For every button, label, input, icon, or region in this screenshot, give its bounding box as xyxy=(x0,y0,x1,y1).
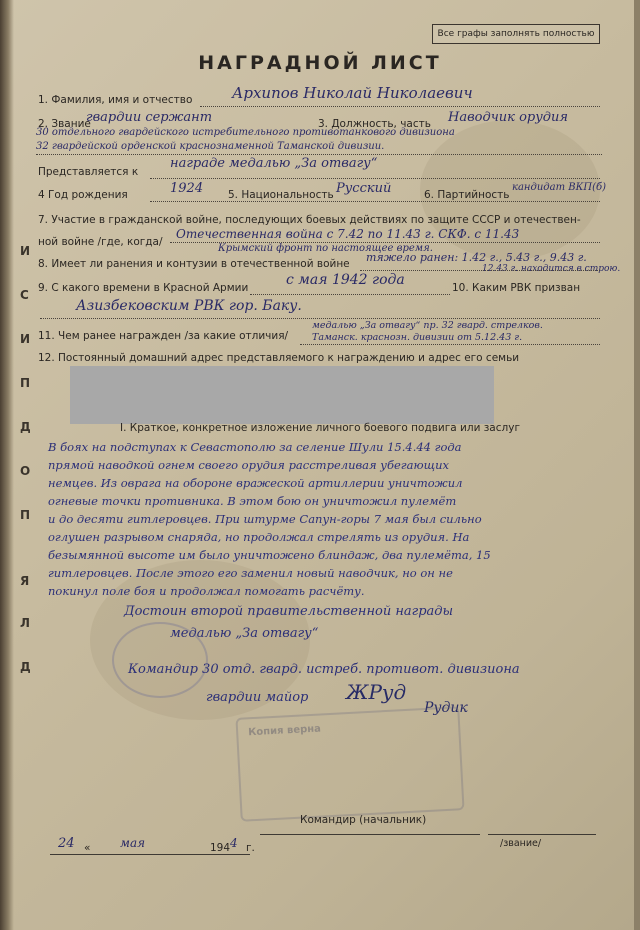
fill-all-fields-note: Все графы заполнять полностью xyxy=(432,24,600,44)
redacted-address xyxy=(70,366,494,424)
field-11-rule xyxy=(300,344,600,345)
field-3-label: 3. Должность, часть xyxy=(318,118,431,130)
commander-line: Командир 30 отд. гвард. истреб. противот. дивизиона xyxy=(128,662,520,677)
field-8-label: 8. Имеет ли ранения и контузии в отечественной войне xyxy=(38,258,350,270)
presented-rule xyxy=(150,178,600,179)
field-1-value: Архипов Николай Николаевич xyxy=(232,84,473,102)
field-7-label-b: ной войне /где, когда/ xyxy=(38,236,163,248)
commander-signature-name: Рудик xyxy=(424,700,468,716)
feat-line: немцев. Из оврага на обороне вражеской артиллерии уничтожил xyxy=(48,476,463,490)
field-6-value: кандидат ВКП(б) xyxy=(512,182,606,193)
field-8-value: тяжело ранен: 1.42 г., 5.43 г., 9.43 г. xyxy=(366,251,587,264)
field-1-rule xyxy=(200,106,600,107)
field-3-value: Наводчик орудия xyxy=(448,110,568,125)
feat-line: гитлеровцев. После этого его заменил новый наводчик, но он не xyxy=(48,566,453,580)
field-4-label: 4 Год рождения xyxy=(38,189,128,201)
footer-month: мая xyxy=(120,836,146,850)
field-9-value: с мая 1942 года xyxy=(286,272,405,288)
field-8-rule xyxy=(360,270,600,271)
field-8-value-2: 12.43 г. находится в строю. xyxy=(482,264,621,274)
field-7-label-a: 7. Участие в гражданской войне, последующих боевых действиях по защите СССР и отечествен- xyxy=(38,214,581,226)
side-letter: П xyxy=(20,508,31,522)
field-11-label: 11. Чем ранее награжден /за какие отличия/ xyxy=(38,330,289,342)
field-7-value-2: Крымский фронт по настоящее время. xyxy=(218,243,433,254)
field-1-label: 1. Фамилия, имя и отчество xyxy=(38,94,193,106)
field-5-label: 5. Национальность xyxy=(228,189,334,201)
feat-line: покинул поле боя и продолжал помогать расчёту. xyxy=(48,584,365,598)
field-3-line-3: 32 гвардейской орденской краснознаменной Таманской дивизии. xyxy=(36,141,385,152)
field-12-label: 12. Постоянный домашний адрес представляемого к награждению и адрес его семьи xyxy=(38,352,520,364)
field-7-value: Отечественная война с 7.42 по 11.43 г. СКФ. с 11.43 xyxy=(176,227,520,241)
feat-line: прямой наводкой огнем своего орудия расстреливая убегающих xyxy=(48,458,449,472)
field-6-label: 6. Партийность xyxy=(424,189,510,201)
field-3-line-2: 30 отдельного гвардейского истребительного противотанкового дивизиона xyxy=(36,127,455,138)
faded-rectangular-stamp xyxy=(235,706,464,822)
side-letter: С xyxy=(20,288,29,302)
field-7-rule xyxy=(170,242,600,243)
presented-value: награде медалью „За отвагу“ xyxy=(170,156,378,171)
footer-year-unit: г. xyxy=(246,842,255,854)
field-5-value: Русский xyxy=(336,181,392,196)
side-letter: И xyxy=(20,244,31,258)
section-heading: I. Краткое, конкретное изложение личного боевого подвига или заслуг xyxy=(120,422,520,434)
feat-line: оглушен разрывом снаряда, но продолжал стрелять из орудия. На xyxy=(48,530,470,544)
footer-year-suffix: 4 xyxy=(230,836,238,850)
field-9-label: 9. С какого времени в Красной Армии xyxy=(38,282,249,294)
field-10-rule xyxy=(40,318,600,319)
binding-edge xyxy=(0,0,14,930)
conclusion-line-2: медалью „За отвагу“ xyxy=(170,626,319,641)
rank-label: /звание/ xyxy=(500,838,542,849)
footer-date-rule xyxy=(50,854,250,855)
round-stamp xyxy=(112,622,208,698)
field-10-label: 10. Каким РВК призван xyxy=(452,282,581,294)
field-2-label: 2. Звание xyxy=(38,118,91,130)
commander-signature-mark: ЖРуд xyxy=(346,680,407,704)
field-10-value: Азизбековским РВК гор. Баку. xyxy=(76,298,302,314)
side-letter: Я xyxy=(20,574,30,588)
side-letter: П xyxy=(20,376,31,390)
feat-line: В боях на подступах к Севастополю за селение Шули 15.4.44 года xyxy=(48,440,462,454)
page-edge xyxy=(634,0,640,930)
commander-label: Командир (начальник) xyxy=(300,814,427,826)
feat-line: огневые точки противника. В этом бою он уничтожил пулемёт xyxy=(48,494,457,508)
side-letter: И xyxy=(20,332,31,346)
faded-stamp-text: Копия верна xyxy=(247,723,322,739)
footer-quote: « xyxy=(84,842,91,854)
feat-line: и до десяти гитлеровцев. При штурме Сапун-горы 7 мая был сильно xyxy=(48,512,482,526)
rank-rule xyxy=(488,834,596,835)
side-letter: Л xyxy=(20,616,30,630)
side-letter: О xyxy=(20,464,31,478)
conclusion-line-1: Достоин второй правительственной награды xyxy=(124,604,454,619)
document-title: НАГРАДНОЙ ЛИСТ xyxy=(198,52,442,74)
footer-day: 24 xyxy=(58,836,75,851)
footer-year-prefix: 194 xyxy=(210,842,231,854)
field-11-value: медалью „За отвагу“ пр. 32 гвард. стрелков. xyxy=(312,320,543,331)
field-4-6-rule xyxy=(150,201,600,202)
field-11-value-2: Таманск. краснозн. дивизии от 5.12.43 г. xyxy=(312,332,523,343)
field-3-rule xyxy=(36,154,602,155)
feat-line: безымянной высоте им было уничтожено блиндаж, два пулемёта, 15 xyxy=(48,548,491,562)
field-2-value: гвардии сержант xyxy=(86,110,213,125)
side-letter: Д xyxy=(20,660,31,674)
rank-line: гвардии майор xyxy=(206,690,309,705)
presented-label: Представляется к xyxy=(38,166,139,178)
side-letter: Д xyxy=(20,420,31,434)
commander-rule xyxy=(260,834,480,835)
field-4-value: 1924 xyxy=(170,181,204,196)
field-9-rule xyxy=(250,294,450,295)
